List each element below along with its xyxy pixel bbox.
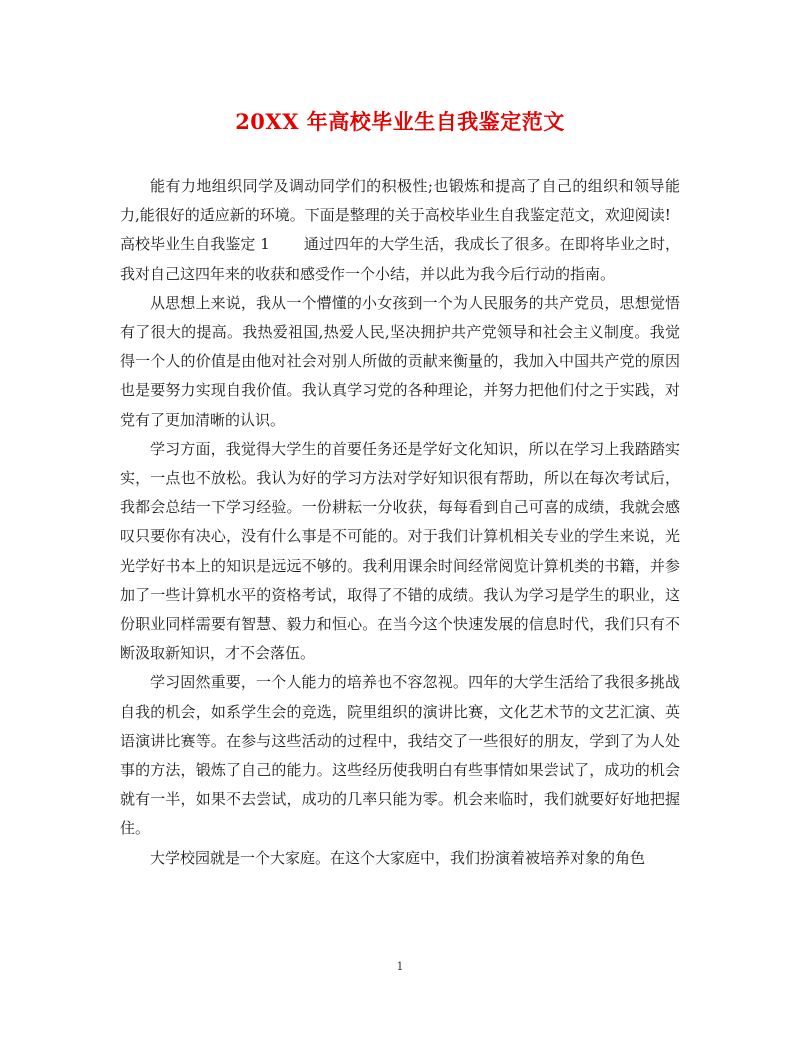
section-heading: 高校毕业生自我鉴定 1 — [120, 235, 270, 254]
document-title: 20XX 年高校毕业生自我鉴定范文 — [235, 109, 565, 134]
paragraph-study: 学习方面，我觉得大学生的首要任务还是学好文化知识，所以在学习上我踏踏实实，一点也不放松。我认为好的学习方法对学好知识很有帮助，所以在每次考试后，我都会总结一下学习经验。一份耕耘一分收获，每每看到自己可喜的成绩，我就会感叹只要你有决心，没有什么事是不可能的。对于我们计算机相关专业的学生来说，光光学好书本上的知识是远远不够的。我利用课余时间经常阅览计算机类的书籍，并参加了一些计算机水平的资格考试，取得了不错的成绩。我认为学习是学生的职业，这份职业同样需要有智慧、毅力和恒心。在当今这个快速发展的信息时代，我们只有不断汲取新知识，才不会落伍。 — [120, 439, 680, 663]
section-paragraph — [120, 230, 680, 288]
document-body — [120, 172, 680, 873]
section-first-text: 通过四年的大学生活，我成长了很多。在即将毕业之时，我对自己这四年来的收获和感受作一个小结，并以此为我今后行动的指南。 — [120, 235, 680, 283]
intro-paragraph: 能有力地组织同学及调动同学们的积极性;也锻炼和提高了自己的组织和领导能力,能很好的适应新的环境。下面是整理的关于高校毕业生自我鉴定范文，欢迎阅读! — [120, 177, 680, 225]
paragraph-campus: 大学校园就是一个大家庭。在这个大家庭中，我们扮演着被培养对象的角色 — [150, 848, 646, 867]
page-number: 1 — [396, 960, 404, 973]
paragraph-ability: 学习固然重要，一个人能力的培养也不容忽视。四年的大学生活给了我很多挑战自我的机会，如系学生会的竞选，院里组织的演讲比赛，文化艺术节的文艺汇演、英语演讲比赛等。在参与这些活动的过程中，我结交了一些很好的朋友，学到了为人处事的方法，锻炼了自己的能力。这些经历使我明白有些事情如果尝试了，成功的机会就有一半，如果不去尝试，成功的几率只能为零。机会来临时，我们就要好好地把握住。 — [120, 673, 680, 838]
paragraph-ideology: 从思想上来说，我从一个懵懂的小女孩到一个为人民服务的共产党员，思想觉悟有了很大的提高。我热爱祖国,热爱人民,坚决拥护共产党领导和社会主义制度。我觉得一个人的价值是由他对社会对别人所做的贡献来衡量的，我加入中国共产党的原因也是要努力实现自我价值。我认真学习党的各种理论，并努力把他们付之于实践，对党有了更加清晰的认识。 — [120, 293, 680, 429]
